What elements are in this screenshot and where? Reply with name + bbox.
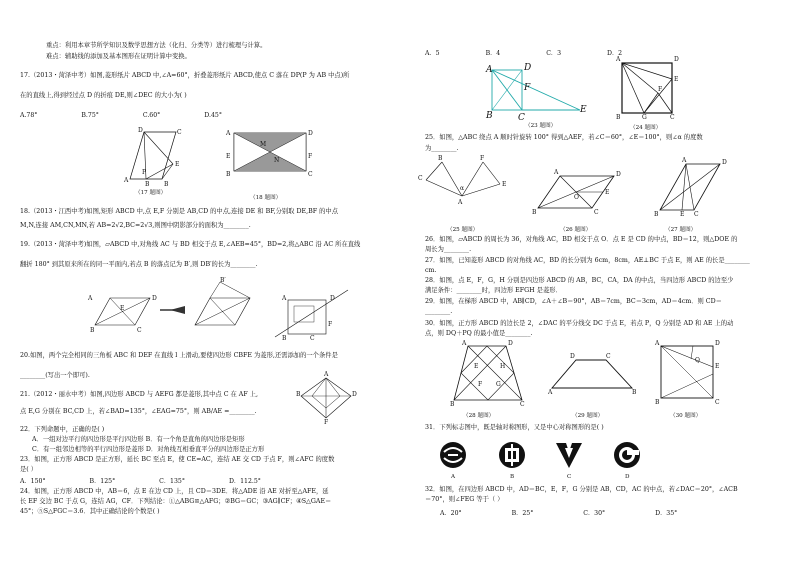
q23-option-d: D．112.5° bbox=[228, 478, 261, 485]
q21-text-line1: 21.（2012・丽水中考）如图,四边形 ABCD 与 AEFG 都是菱形,其中点 C 在 AF 上, bbox=[20, 391, 259, 398]
svg-text:A: A bbox=[655, 340, 660, 347]
svg-text:D: D bbox=[352, 391, 357, 398]
svg-text:A: A bbox=[124, 177, 129, 184]
figure-28-caption: （28 题图） bbox=[463, 413, 495, 419]
svg-text:B: B bbox=[145, 181, 150, 188]
svg-text:G: G bbox=[496, 381, 501, 388]
figure-23-caption: （23 题图） bbox=[525, 123, 557, 129]
q24-option-a: A．5 bbox=[425, 50, 440, 57]
svg-text:A: A bbox=[88, 295, 93, 302]
svg-text:B: B bbox=[654, 211, 659, 218]
figure-23 bbox=[480, 60, 590, 123]
svg-text:C: C bbox=[310, 335, 315, 342]
svg-text:C: C bbox=[694, 211, 699, 218]
svg-text:Q: Q bbox=[695, 357, 700, 364]
svg-text:D: D bbox=[524, 63, 532, 73]
svg-text:D: D bbox=[508, 340, 513, 347]
svg-text:B: B bbox=[655, 399, 660, 406]
svg-text:F: F bbox=[524, 83, 531, 93]
svg-text:D: D bbox=[308, 130, 313, 137]
q24-text-line2: 长 EF 交边 BC 于点 G，连结 AG，CF．下列结论：①△ABG≌△AFG；②BG＝GC；③AG∥CF；④S△GAE＝ bbox=[20, 498, 332, 505]
svg-text:C: C bbox=[308, 171, 313, 178]
q24-option-b: B．4 bbox=[485, 50, 501, 57]
q19-text-line1: 19.（2013・菏泽中考)如图，▱ABCD 中,对角线 AC 与 BD 相交于点 E,∠AEB=45°，BD=2,将△ABC 沿 AC 所在直线 bbox=[20, 241, 361, 248]
logo-c-icon bbox=[554, 440, 584, 470]
svg-text:B: B bbox=[282, 335, 287, 342]
q32-option-d: D．35° bbox=[655, 510, 678, 517]
figure-25-caption: （25 题图） bbox=[447, 227, 479, 233]
q21-text-prefix: 点 E,G 分别在 BC,CD 上，若∠BAD=135°，∠EAG=75°，则 bbox=[20, 408, 200, 415]
svg-text:C: C bbox=[670, 114, 675, 121]
svg-text:H: H bbox=[500, 363, 506, 370]
svg-text:D: D bbox=[570, 353, 575, 360]
figure-29 bbox=[548, 354, 638, 394]
svg-text:D: D bbox=[138, 127, 143, 134]
svg-text:F: F bbox=[480, 155, 485, 162]
logo-c-label: C bbox=[567, 474, 572, 480]
q19-text-line2: 翻折 180° 到其原来所在的同一平面内,若点 B 的落点记为 B′,则 DB′的长为________. bbox=[20, 261, 258, 268]
figure-27-caption: （27 题图） bbox=[665, 227, 697, 233]
svg-text:F: F bbox=[324, 419, 329, 426]
svg-text:B: B bbox=[486, 111, 493, 121]
q32-option-b: B．25° bbox=[511, 510, 534, 517]
figure-17 bbox=[118, 124, 188, 188]
svg-text:A: A bbox=[226, 130, 231, 137]
q22-options-cd: C．有一组邻边相等的平行四边形是菱形 D．对角线互相垂直平分的四边形是正方形 bbox=[32, 446, 265, 453]
q23-option-b: B．125° bbox=[89, 478, 116, 485]
figure-29-caption: （29 题图） bbox=[572, 413, 604, 419]
svg-text:B: B bbox=[90, 327, 95, 334]
svg-text:F: F bbox=[658, 86, 663, 93]
svg-text:F: F bbox=[328, 321, 333, 328]
figure-30 bbox=[655, 340, 720, 408]
svg-text:B: B bbox=[438, 155, 443, 162]
figure-28 bbox=[450, 342, 530, 407]
q20-text-line2: ________(写出一个即可). bbox=[20, 372, 90, 379]
svg-text:E: E bbox=[175, 161, 180, 168]
svg-text:F: F bbox=[308, 153, 313, 160]
svg-text:E: E bbox=[715, 363, 720, 370]
q23-text-line2: 是( ） bbox=[20, 466, 38, 473]
svg-text:C: C bbox=[715, 399, 720, 406]
figure-18 bbox=[224, 128, 314, 178]
svg-text:α: α bbox=[460, 185, 465, 192]
figure-25 bbox=[418, 155, 508, 218]
logo-a-label: A bbox=[451, 474, 456, 480]
q21-text-suffix: =________. bbox=[224, 408, 257, 415]
q31-text: 31．下列标志图中，既是轴对称图形，又是中心对称图形的是( ) bbox=[425, 424, 604, 431]
figure-26-caption: （26 题图） bbox=[560, 227, 592, 233]
logo-d-label: D bbox=[625, 474, 630, 480]
svg-text:A: A bbox=[458, 199, 463, 206]
q26-text-line1: 26．如图，▱ABCD 的周长为 36，对角线 AC，BD 相交于点 O．点 E 是 CD 的中点，BD＝12，则△DOE 的 bbox=[425, 236, 738, 243]
q27-text-line2: cm. bbox=[425, 267, 437, 274]
svg-text:E: E bbox=[502, 181, 507, 188]
svg-text:C: C bbox=[137, 327, 142, 334]
q17-option-b: B.75° bbox=[81, 112, 99, 119]
q24-option-c: C．3 bbox=[546, 50, 562, 57]
svg-text:A: A bbox=[616, 56, 621, 63]
q23-options bbox=[20, 476, 303, 485]
q17-text-line2: 在的直线上,得到经过点 D 的折痕 DE,则∠DEC 的大小为( ) bbox=[20, 92, 187, 99]
svg-text:D: D bbox=[152, 295, 157, 302]
svg-text:A: A bbox=[554, 169, 559, 176]
svg-text:N: N bbox=[274, 157, 280, 164]
svg-text:B: B bbox=[296, 391, 301, 398]
intro-difficult-points: 难点：辅助线的添加及基本图形在证明计算中变换。 bbox=[46, 53, 191, 60]
q21-text-line2 bbox=[20, 408, 257, 416]
q32-option-a: A．20° bbox=[440, 510, 462, 517]
figure-18-caption: （18 题图） bbox=[250, 195, 282, 201]
logo-b-icon bbox=[497, 440, 527, 470]
svg-text:C: C bbox=[520, 401, 525, 408]
svg-text:A: A bbox=[486, 65, 493, 75]
figure-21 bbox=[296, 371, 357, 426]
svg-text:F: F bbox=[478, 381, 483, 388]
figure-30-caption: （30 题图） bbox=[670, 413, 702, 419]
svg-text:C: C bbox=[594, 209, 599, 216]
q25-text-line2: 为________. bbox=[425, 145, 459, 152]
q24-text-line3: 45°；⑤S△FGC＝3.6．其中正确结论的个数是( ) bbox=[20, 508, 160, 515]
q17-options bbox=[20, 112, 264, 119]
figure-24 bbox=[614, 55, 684, 120]
q32-text-line2: ＝70°，则∠FEG 等于（ ） bbox=[425, 496, 504, 503]
q27-text-line1: 27．如图，已知菱形 ABCD 的对角线 AC，BD 的长分别为 6cm，8cm，AE⊥BC 于点 E，则 AE 的长是________ bbox=[425, 257, 750, 264]
svg-text:B: B bbox=[632, 389, 637, 396]
q24-text-line1: 24．如图，正方形 ABCD 中，AB＝6，点 E 在边 CD 上，且 CD＝3DE．将△ADE 沿 AE 对折至△AFE，延 bbox=[20, 488, 329, 495]
q23-option-c: C．135° bbox=[159, 478, 185, 485]
svg-text:E: E bbox=[474, 363, 479, 370]
q21-fraction: AB/AE bbox=[201, 408, 223, 415]
q18-text-line2: M,N,连接 AM,CN,MN,若 AB=2√2,BC=2√3,则图中阴影部分的面积为________. bbox=[20, 222, 251, 229]
q18-text-line1: 18.（2013・江西中考)如图,矩形 ABCD 中,点 E,F 分别是 AB,CD 的中点,连接 DE 和 BF,分别取 DE,BF 的中点 bbox=[20, 208, 339, 215]
q25-text-line1: 25．如图，△ABC 绕点 A 顺时针旋转 100° 得到△AEF，若∠C＝60°，∠E＝100°，则∠α 的度数 bbox=[425, 134, 703, 141]
svg-text:C: C bbox=[606, 353, 611, 360]
svg-text:C: C bbox=[518, 113, 525, 123]
q17-option-a: A.78° bbox=[20, 112, 38, 119]
svg-text:A: A bbox=[548, 389, 553, 396]
svg-text:A: A bbox=[462, 340, 467, 347]
svg-text:E: E bbox=[605, 189, 610, 196]
figure-17-caption: （17 题图） bbox=[135, 190, 167, 196]
q20-text-line1: 20.如图，两个完全相同的三角板 ABC 和 DEF 在直线 l 上滑动,要使四边形 CBFE 为菱形,还需添加的一个条件是 bbox=[20, 352, 338, 359]
q32-option-c: C．30° bbox=[583, 510, 606, 517]
q26-text-line2: 周长为________. bbox=[425, 246, 472, 253]
q23-option-a: A．150° bbox=[20, 478, 46, 485]
svg-text:O: O bbox=[574, 194, 579, 201]
q32-text-line1: 32．如图，在四边形 ABCD 中，AD＝BC，E，F，G 分别是 AB，CD，AC 的中点，若∠DAC＝20°，∠ACB bbox=[425, 486, 738, 493]
svg-text:B: B bbox=[532, 209, 537, 216]
svg-text:D: D bbox=[616, 171, 621, 178]
logo-a-icon bbox=[438, 440, 468, 470]
svg-text:C: C bbox=[177, 129, 182, 136]
svg-text:B: B bbox=[616, 114, 621, 121]
q22-options-ab: A．一组对边平行的四边形是平行四边形 B．有一个角是直角的四边形是矩形 bbox=[32, 436, 245, 443]
q28-text-line1: 28．如图，点 E，F，G，H 分别是四边形 ABCD 的 AB，BC，CA，DA 的中点，当四边形 ABCD 的边至少 bbox=[425, 277, 734, 284]
svg-text:A: A bbox=[282, 295, 287, 302]
svg-text:D: D bbox=[674, 56, 679, 63]
logo-b-label: B bbox=[510, 474, 515, 480]
svg-text:E: E bbox=[680, 211, 685, 218]
figure-24-caption: （24 题图） bbox=[630, 125, 662, 131]
q29-text-line1: 29．如图，在梯形 ABCD 中，AB∥CD，∠A＋∠B＝90°，AB＝7cm，BC＝3cm，AD＝4cm．则 CD＝ bbox=[425, 298, 722, 305]
svg-text:G: G bbox=[642, 114, 647, 121]
svg-text:D: D bbox=[330, 295, 335, 302]
figure-20 bbox=[270, 282, 350, 342]
svg-text:B: B bbox=[164, 181, 169, 188]
svg-text:A: A bbox=[324, 371, 329, 378]
svg-text:E: E bbox=[580, 105, 587, 115]
svg-text:B: B bbox=[226, 171, 231, 178]
q22-stem: 22．下列命题中，正确的是( ) bbox=[20, 426, 105, 433]
svg-text:B: B bbox=[450, 401, 455, 408]
svg-text:M: M bbox=[260, 141, 267, 148]
svg-text:C: C bbox=[418, 175, 423, 182]
svg-text:E: E bbox=[674, 76, 679, 83]
q17-text-line1: 17.（2013・菏泽中考）如图,菱形纸片 ABCD 中,∠A=60°，折叠菱形纸片 ABCD,使点 C 落在 DP(P 为 AB 中点)所 bbox=[20, 72, 350, 79]
svg-text:P: P bbox=[142, 169, 147, 176]
figure-26 bbox=[530, 168, 620, 216]
intro-key-points: 重点：利用本章节所学知识及数学思想方法（化归、分类等）进行梳理与计算。 bbox=[46, 42, 267, 49]
q30-text-line2: 点，则 DQ＋PQ 的最小值是________. bbox=[425, 330, 533, 337]
svg-text:A: A bbox=[682, 157, 687, 164]
svg-text:E: E bbox=[226, 153, 231, 160]
q17-option-d: D.45° bbox=[204, 112, 222, 119]
q32-options bbox=[440, 508, 719, 517]
logo-d-icon bbox=[612, 440, 642, 470]
q23-text-line1: 23．如图，正方形 ABCD 是正方形，延长 BC 至点 E，使 CE=AC，连结 AE 交 CD 于点 F，则∠AFC 的度数 bbox=[20, 456, 335, 463]
q28-text-line2: 满足条件：________时，四边形 EFGH 是菱形． bbox=[425, 287, 562, 294]
q24-option-d: D．2 bbox=[607, 50, 623, 57]
figure-27 bbox=[652, 158, 727, 218]
q29-text-line2: ________. bbox=[425, 308, 453, 315]
svg-text:D: D bbox=[722, 159, 727, 166]
q30-text-line1: 30．如图，正方形 ABCD 的边长是 2，∠DAC 的平分线交 DC 于点 E，若点 P，Q 分别是 AD 和 AE 上的动 bbox=[425, 320, 734, 327]
q17-option-c: C.60° bbox=[142, 112, 161, 119]
svg-text:D: D bbox=[715, 340, 720, 347]
svg-text:E: E bbox=[120, 305, 125, 312]
figure-19 bbox=[80, 277, 270, 340]
svg-text:B′: B′ bbox=[220, 277, 226, 284]
